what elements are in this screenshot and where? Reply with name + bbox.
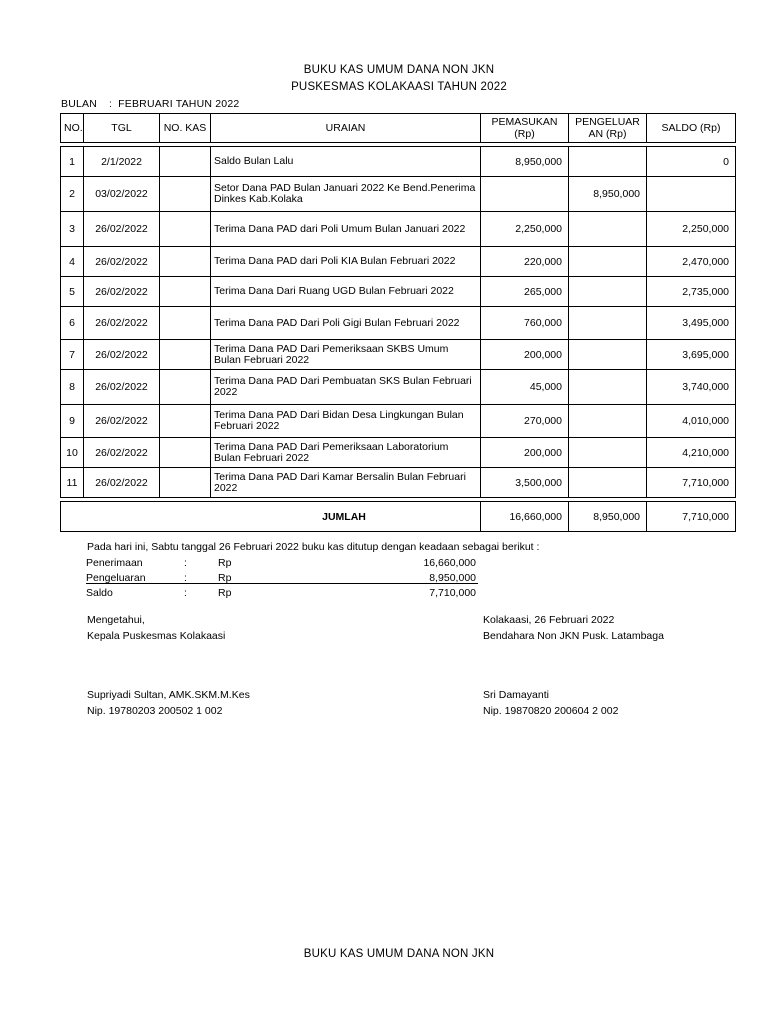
sig-right-name: Sri Damayanti xyxy=(483,689,549,701)
period-label: BULAN xyxy=(61,98,98,110)
row-pemasukan: 220,000 xyxy=(481,247,569,277)
row-tgl: 26/02/2022 xyxy=(84,277,160,307)
row-uraian: Setor Dana PAD Bulan Januari 2022 Ke Bend.Penerima Dinkes Kab.Kolaka xyxy=(211,177,481,212)
document-title: BUKU KAS UMUM DANA NON JKN xyxy=(303,64,495,76)
row-tgl: 26/02/2022 xyxy=(84,405,160,438)
total-pemasukan: 16,660,000 xyxy=(481,502,569,532)
sig-right-nip: Nip. 19870820 200604 2 002 xyxy=(483,705,619,717)
table-row xyxy=(61,405,736,438)
row-saldo: 4,210,000 xyxy=(647,438,736,468)
row-no: 3 xyxy=(61,212,84,247)
row-uraian: Saldo Bulan Lalu xyxy=(211,147,481,177)
total-row xyxy=(61,502,736,532)
table-row xyxy=(61,247,736,277)
document-subtitle: PUSKESMAS KOLAKAASI TAHUN 2022 xyxy=(291,81,507,93)
summary-colon: : xyxy=(184,572,187,584)
row-no: 7 xyxy=(61,340,84,370)
total-saldo: 7,710,000 xyxy=(647,502,736,532)
row-pemasukan: 760,000 xyxy=(481,307,569,340)
row-nokas xyxy=(160,247,211,277)
row-pengeluaran xyxy=(569,147,647,177)
row-nokas xyxy=(160,277,211,307)
row-tgl: 26/02/2022 xyxy=(84,307,160,340)
row-saldo: 4,010,000 xyxy=(647,405,736,438)
header-saldo: SALDO (Rp) xyxy=(647,114,736,143)
row-pemasukan: 265,000 xyxy=(481,277,569,307)
row-nokas xyxy=(160,177,211,212)
table-row xyxy=(61,177,736,212)
row-pengeluaran xyxy=(569,468,647,498)
row-no: 8 xyxy=(61,370,84,405)
table-row xyxy=(61,277,736,307)
summary-value: 7,710,000 xyxy=(429,587,476,599)
row-pemasukan xyxy=(481,177,569,212)
period-separator: : xyxy=(109,98,113,110)
header-nokas: NO. KAS xyxy=(160,114,211,143)
row-pengeluaran: 8,950,000 xyxy=(569,177,647,212)
row-tgl: 2/1/2022 xyxy=(84,147,160,177)
row-pemasukan: 3,500,000 xyxy=(481,468,569,498)
row-pemasukan: 200,000 xyxy=(481,340,569,370)
row-uraian: Terima Dana PAD dari Poli KIA Bulan Februari 2022 xyxy=(211,247,481,277)
row-uraian: Terima Dana PAD dari Poli Umum Bulan Januari 2022 xyxy=(211,212,481,247)
row-nokas xyxy=(160,147,211,177)
row-no: 6 xyxy=(61,307,84,340)
row-no: 11 xyxy=(61,468,84,498)
header-pengeluaran: PENGELUAR AN (Rp) xyxy=(569,114,647,143)
summary-label: Pengeluaran xyxy=(86,572,146,584)
sig-left-name: Supriyadi Sultan, AMK.SKM.M.Kes xyxy=(87,689,250,701)
table-body xyxy=(61,143,736,498)
sig-right-position: Bendahara Non JKN Pusk. Latambaga xyxy=(483,630,664,642)
row-nokas xyxy=(160,438,211,468)
row-nokas xyxy=(160,340,211,370)
table-row xyxy=(61,468,736,498)
row-no: 2 xyxy=(61,177,84,212)
row-tgl: 26/02/2022 xyxy=(84,212,160,247)
summary-divider xyxy=(86,583,478,584)
row-saldo: 3,740,000 xyxy=(647,370,736,405)
row-saldo: 3,495,000 xyxy=(647,307,736,340)
summary-value: 8,950,000 xyxy=(429,572,476,584)
row-pemasukan: 270,000 xyxy=(481,405,569,438)
row-no: 4 xyxy=(61,247,84,277)
row-tgl: 26/02/2022 xyxy=(84,247,160,277)
row-pengeluaran xyxy=(569,212,647,247)
row-uraian: Terima Dana Dari Ruang UGD Bulan Februari 2022 xyxy=(211,277,481,307)
row-saldo: 2,735,000 xyxy=(647,277,736,307)
table-row xyxy=(61,212,736,247)
header-pemasukan: PEMASUKAN (Rp) xyxy=(481,114,569,143)
row-saldo: 3,695,000 xyxy=(647,340,736,370)
row-saldo: 7,710,000 xyxy=(647,468,736,498)
header-tgl: TGL xyxy=(84,114,160,143)
cash-book-table xyxy=(60,113,736,532)
row-pemasukan: 45,000 xyxy=(481,370,569,405)
header-no: NO. xyxy=(61,114,84,143)
row-pengeluaran xyxy=(569,405,647,438)
closing-statement: Pada hari ini, Sabtu tanggal 26 Februari 2022 buku kas ditutup dengan keadaan sebagai berikut : xyxy=(87,541,540,553)
header-uraian: URAIAN xyxy=(211,114,481,143)
row-pengeluaran xyxy=(569,307,647,340)
row-uraian: Terima Dana PAD Dari Pemeriksaan Laboratorium Bulan Februari 2022 xyxy=(211,438,481,468)
row-tgl: 26/02/2022 xyxy=(84,340,160,370)
row-saldo: 2,470,000 xyxy=(647,247,736,277)
summary-currency: Rp xyxy=(218,572,232,584)
row-no: 9 xyxy=(61,405,84,438)
row-pengeluaran xyxy=(569,370,647,405)
row-tgl: 26/02/2022 xyxy=(84,468,160,498)
total-label: JUMLAH xyxy=(61,502,481,532)
sig-left-nip: Nip. 19780203 200502 1 002 xyxy=(87,705,223,717)
period-line xyxy=(61,98,239,110)
row-uraian: Terima Dana PAD Dari Kamar Bersalin Bulan Februari 2022 xyxy=(211,468,481,498)
sig-right-place-date: Kolakaasi, 26 Februari 2022 xyxy=(483,614,615,626)
row-pemasukan: 8,950,000 xyxy=(481,147,569,177)
row-tgl: 26/02/2022 xyxy=(84,370,160,405)
table-row xyxy=(61,340,736,370)
summary-colon: : xyxy=(184,557,187,569)
row-nokas xyxy=(160,468,211,498)
summary-currency: Rp xyxy=(218,557,232,569)
summary-value: 16,660,000 xyxy=(423,557,476,569)
sig-left-greeting: Mengetahui, xyxy=(87,614,145,626)
sig-left-position: Kepala Puskesmas Kolakaasi xyxy=(87,630,226,642)
row-no: 10 xyxy=(61,438,84,468)
summary-label: Penerimaan xyxy=(86,557,143,569)
row-nokas xyxy=(160,307,211,340)
total-pengeluaran: 8,950,000 xyxy=(569,502,647,532)
table-header-row xyxy=(61,114,736,143)
row-uraian: Terima Dana PAD Dari Poli Gigi Bulan Februari 2022 xyxy=(211,307,481,340)
summary-colon: : xyxy=(184,587,187,599)
row-no: 5 xyxy=(61,277,84,307)
row-nokas xyxy=(160,370,211,405)
period-value: FEBRUARI TAHUN 2022 xyxy=(118,98,240,110)
next-page-title: BUKU KAS UMUM DANA NON JKN xyxy=(303,948,495,960)
row-tgl: 26/02/2022 xyxy=(84,438,160,468)
table-row xyxy=(61,438,736,468)
row-pengeluaran xyxy=(569,340,647,370)
row-saldo xyxy=(647,177,736,212)
row-uraian: Terima Dana PAD Dari Pemeriksaan SKBS Umum Bulan Februari 2022 xyxy=(211,340,481,370)
table-row xyxy=(61,307,736,340)
row-uraian: Terima Dana PAD Dari Pembuatan SKS Bulan Februari 2022 xyxy=(211,370,481,405)
row-pemasukan: 200,000 xyxy=(481,438,569,468)
row-pemasukan: 2,250,000 xyxy=(481,212,569,247)
row-uraian: Terima Dana PAD Dari Bidan Desa Lingkungan Bulan Februari 2022 xyxy=(211,405,481,438)
table-row xyxy=(61,370,736,405)
row-pengeluaran xyxy=(569,247,647,277)
summary-label: Saldo xyxy=(86,587,113,599)
row-saldo: 2,250,000 xyxy=(647,212,736,247)
row-nokas xyxy=(160,405,211,438)
row-pengeluaran xyxy=(569,277,647,307)
row-no: 1 xyxy=(61,147,84,177)
table-row xyxy=(61,147,736,177)
summary-currency: Rp xyxy=(218,587,232,599)
row-tgl: 03/02/2022 xyxy=(84,177,160,212)
row-nokas xyxy=(160,212,211,247)
row-saldo: 0 xyxy=(647,147,736,177)
row-pengeluaran xyxy=(569,438,647,468)
